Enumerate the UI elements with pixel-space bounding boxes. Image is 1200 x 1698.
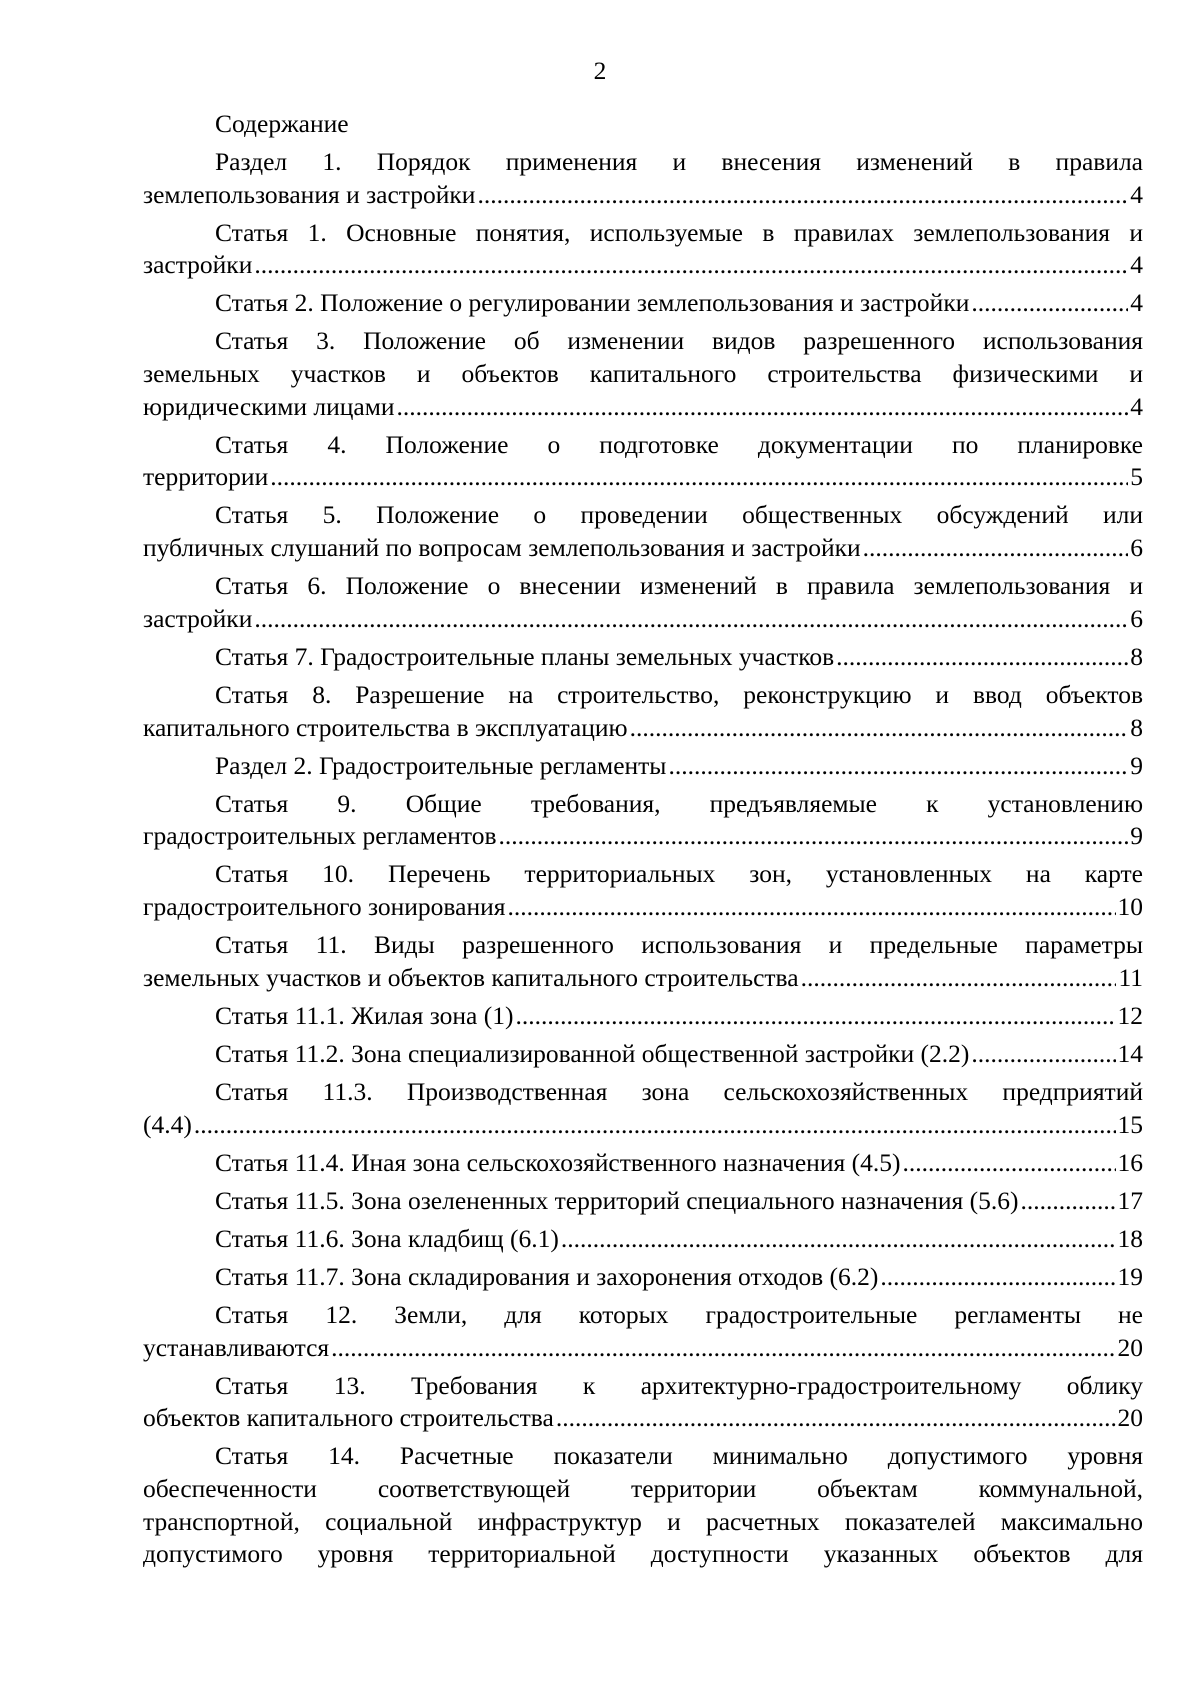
dot-leader <box>507 891 1115 924</box>
toc-entry <box>143 1147 1143 1180</box>
toc-entry-text-line: Статья 6. Положение о внесении изменений в правила землепользования и <box>215 571 1143 601</box>
toc-entry-text-line: Статья 4. Положение о подготовке документации по планировке <box>215 429 1143 459</box>
toc-entry-title: земельных участков и объектов капитального строительства <box>143 962 799 992</box>
toc-page-number: 4 <box>1130 288 1143 318</box>
toc-entry-title: застройки <box>143 250 253 280</box>
dot-leader <box>630 712 1129 745</box>
toc-page-number: 20 <box>1117 1332 1143 1362</box>
toc-page-number: 18 <box>1117 1223 1143 1253</box>
toc-entry-title: Статья 11.7. Зона складирования и захоронения отходов (6.2) <box>215 1261 879 1291</box>
toc-entry-text-line: Статья 12. Земли, для которых градостроительные регламенты не <box>215 1300 1143 1329</box>
toc-entry <box>143 1038 1143 1071</box>
toc-entry-title: Статья 7. Градостроительные планы земельных участков <box>215 641 835 671</box>
toc-page-number: 16 <box>1117 1147 1143 1177</box>
toc-entry-title: капитального строительства в эксплуатацию <box>143 712 628 742</box>
toc-entry <box>143 1299 1143 1364</box>
toc-entry <box>143 1000 1143 1033</box>
toc-entry-title: публичных слушаний по вопросам землепользования и застройки <box>143 533 861 563</box>
toc-entry-title: градостроительных регламентов <box>143 821 497 851</box>
toc-entry <box>143 929 1143 994</box>
toc-page-number: 4 <box>1130 179 1143 209</box>
toc-entry <box>143 1261 1143 1294</box>
toc-entry-text-line: Статья 9. Общие требования, предъявляемые к установлению <box>215 788 1143 818</box>
dot-leader <box>561 1223 1116 1256</box>
toc-entry <box>143 1185 1143 1218</box>
dot-leader <box>1020 1185 1115 1218</box>
toc-entry <box>143 325 1143 423</box>
dot-leader <box>477 179 1128 212</box>
toc-entry-title: (4.4) <box>143 1109 192 1139</box>
toc-entry-title: Статья 11.4. Иная зона сельскохозяйственного назначения (4.5) <box>215 1147 901 1177</box>
toc-page-number: 20 <box>1117 1403 1143 1433</box>
toc-page-number: 12 <box>1117 1000 1143 1030</box>
toc-entry-title: устанавливаются <box>143 1332 330 1362</box>
dot-leader <box>902 1147 1115 1180</box>
dot-leader <box>801 962 1117 995</box>
toc-entry-title: градостроительного зонирования <box>143 891 506 921</box>
toc-entry-title: Статья 11.2. Зона специализированной общественной застройки (2.2) <box>215 1038 970 1068</box>
toc-page-number: 17 <box>1117 1185 1143 1215</box>
dot-leader <box>270 461 1128 494</box>
dot-leader <box>863 532 1129 565</box>
toc-entry <box>143 429 1143 494</box>
dot-leader <box>971 1038 1115 1071</box>
toc-entry-text-line: Статья 1. Основные понятия, используемые в правилах землепользования и <box>215 217 1143 247</box>
toc-entry-text-line: Статья 14. Расчетные показатели минимально допустимого уровня <box>215 1441 1143 1471</box>
toc-heading: Содержание <box>215 109 349 138</box>
toc-entry-text-line: Статья 11.3. Производственная зона сельскохозяйственных предприятий <box>215 1076 1143 1106</box>
toc-entry-text-line: Статья 5. Положение о проведении общественных обсуждений или <box>215 500 1143 530</box>
toc-entry-title: землепользования и застройки <box>143 179 476 209</box>
toc-entry-text-line: Статья 3. Положение об изменении видов разрешенного использования <box>215 326 1143 356</box>
toc-entry <box>143 1076 1143 1141</box>
toc-page-number: 8 <box>1130 712 1143 742</box>
toc-page-number: 10 <box>1117 891 1143 921</box>
toc-entry-title: юридическими лицами <box>143 391 395 421</box>
toc-entry-text-line: Статья 13. Требования к архитектурно-градостроительному облику <box>215 1370 1143 1400</box>
toc-entries <box>143 146 1143 1435</box>
toc-entry-title: территории <box>143 462 269 492</box>
dot-leader <box>836 641 1128 674</box>
toc-entry-title: Раздел 2. Градостроительные регламенты <box>215 750 667 780</box>
toc-entry-text-line: допустимого уровня территориальной доступности указанных объектов для <box>143 1539 1143 1569</box>
table-of-contents <box>143 108 1143 1571</box>
dot-leader <box>331 1332 1115 1365</box>
toc-page-number: 5 <box>1130 462 1143 492</box>
toc-page-number: 19 <box>1117 1261 1143 1291</box>
dot-leader <box>971 287 1128 320</box>
toc-entry <box>143 146 1143 211</box>
toc-entry-title: Статья 11.6. Зона кладбищ (6.1) <box>215 1223 559 1253</box>
toc-entry <box>143 570 1143 635</box>
toc-entry-text-line: земельных участков и объектов капитального строительства физическими и <box>143 359 1143 389</box>
toc-entry <box>143 1370 1143 1435</box>
toc-entry-text-line: Статья 10. Перечень территориальных зон, установленных на карте <box>215 859 1143 889</box>
toc-page-number: 6 <box>1130 603 1143 633</box>
toc-entry <box>143 499 1143 564</box>
toc-entry <box>143 858 1143 923</box>
toc-entry-title: Статья 11.5. Зона озелененных территорий специального назначения (5.6) <box>215 1185 1019 1215</box>
toc-entry <box>143 750 1143 783</box>
toc-entry-text-line: Статья 8. Разрешение на строительство, реконструкцию и ввод объектов <box>215 679 1143 709</box>
toc-entry <box>143 641 1143 674</box>
dot-leader <box>499 820 1129 853</box>
toc-entry-text-line: Раздел 1. Порядок применения и внесения изменений в правила <box>215 147 1143 176</box>
toc-entry-text-line: транспортной, социальной инфраструктур и расчетных показателей максимально <box>143 1506 1143 1536</box>
toc-entry <box>143 287 1143 320</box>
toc-page-number: 14 <box>1117 1038 1143 1068</box>
dot-leader <box>194 1109 1116 1142</box>
dot-leader <box>254 603 1128 636</box>
page-number: 2 <box>593 56 607 85</box>
toc-page-number: 4 <box>1130 391 1143 421</box>
toc-entry-title: Статья 2. Положение о регулировании землепользования и застройки <box>215 288 970 318</box>
toc-entry <box>143 788 1143 853</box>
toc-entry-text-line: обеспеченности соответствующей территории объектам коммунальной, <box>143 1473 1143 1503</box>
toc-entry <box>143 217 1143 282</box>
toc-page-number: 9 <box>1130 821 1143 851</box>
dot-leader <box>396 391 1128 424</box>
toc-page-number: 9 <box>1130 750 1143 780</box>
toc-page-number: 8 <box>1130 641 1143 671</box>
dot-leader <box>668 750 1128 783</box>
toc-entry-text-line: Статья 11. Виды разрешенного использования и предельные параметры <box>215 930 1143 960</box>
toc-page-number: 11 <box>1118 962 1143 992</box>
toc-page-number: 4 <box>1130 250 1143 280</box>
dot-leader <box>556 1402 1116 1435</box>
toc-entry-title: объектов капитального строительства <box>143 1403 554 1433</box>
toc-page-number: 6 <box>1130 533 1143 563</box>
toc-entry-title: застройки <box>143 603 253 633</box>
toc-page-number: 15 <box>1117 1109 1143 1139</box>
toc-entry <box>143 1223 1143 1256</box>
toc-entry-title: Статья 11.1. Жилая зона (1) <box>215 1000 514 1030</box>
toc-entry <box>143 679 1143 744</box>
dot-leader <box>254 249 1128 282</box>
toc-entry-continued <box>143 1440 1143 1570</box>
dot-leader <box>515 1000 1115 1033</box>
dot-leader <box>880 1261 1115 1294</box>
